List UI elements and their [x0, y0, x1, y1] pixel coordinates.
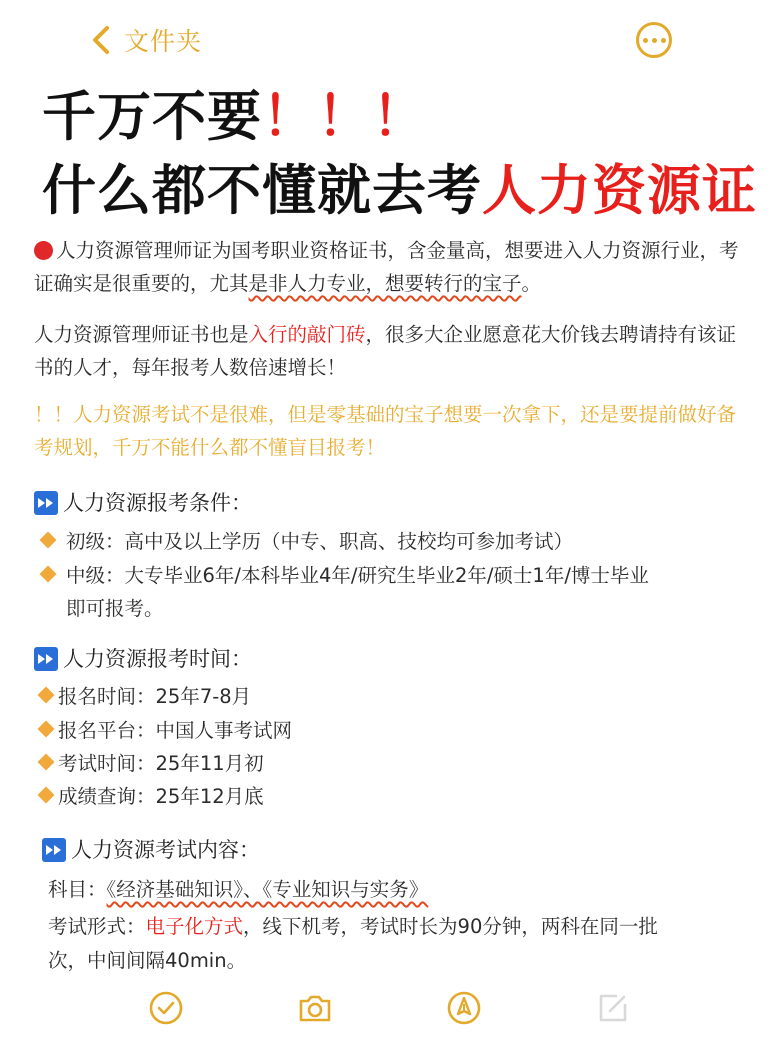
- camera-icon[interactable]: [297, 990, 333, 1026]
- chevron-left-icon: [88, 23, 114, 57]
- format-highlight: 电子化方式: [145, 915, 244, 938]
- intro-paragraph-2: [34, 318, 746, 384]
- pen-icon[interactable]: [446, 990, 482, 1026]
- headline-highlight: 人力资源证: [482, 159, 757, 222]
- content-title: 人力资源考试内容：: [71, 838, 260, 862]
- list-item-continuation: 即可报考。: [66, 597, 164, 620]
- fast-forward-icon: [34, 491, 58, 515]
- list-item: 初级：高中及以上学历（中专、职高、技校均可参加考试）: [42, 525, 573, 558]
- schedule-title: 人力资源报考时间：: [63, 647, 252, 671]
- diamond-bullet-icon: [38, 687, 55, 704]
- diamond-bullet-icon: [38, 787, 55, 804]
- intro-paragraph-3: ！！人力资源考试不是很难，但是零基础的宝子想要一次拿下，还是要提前做好备考规划，千万不能什么都不懂盲目报考！: [34, 403, 737, 459]
- more-button[interactable]: [636, 22, 672, 58]
- diamond-bullet-icon: [38, 754, 55, 771]
- intro-p1-a: 人力资源管理师证为国考职业资格证书，含金量高，想要进入人力资源行业，考证确实是很重要的，尤其: [34, 239, 739, 295]
- intro-p1-wavy: 是非人力专业，想要转行的宝子: [248, 272, 522, 295]
- diamond-bullet-icon: [38, 721, 55, 738]
- bottom-toolbar: [0, 980, 780, 1040]
- list-item: 报名平台：中国人事考试网: [40, 714, 292, 747]
- intro-p2-highlight: 入行的敲门砖: [248, 323, 366, 346]
- intro-paragraph-1: [34, 234, 746, 300]
- list-item: 中级：大专毕业6年/本科毕业4年/研究生毕业2年/硕士1年/博士毕业: [42, 559, 649, 592]
- subjects-line: 科目：《经济基础知识》、《专业知识与实务》: [48, 878, 429, 901]
- conditions-title: 人力资源报考条件：: [63, 491, 252, 515]
- check-circle-icon[interactable]: [148, 990, 184, 1026]
- fast-forward-icon: [42, 838, 66, 862]
- intro-p2-a: 人力资源管理师证书也是: [34, 323, 249, 346]
- headline-text-2: 什么都不懂就去考: [42, 159, 482, 222]
- list-item: 考试时间：25年11月初: [40, 747, 264, 780]
- content-heading: [42, 834, 260, 866]
- edit-icon[interactable]: [595, 990, 631, 1026]
- intro-p1-b: 。: [521, 272, 542, 295]
- list-item: 报名时间：25年7-8月: [40, 680, 251, 713]
- schedule-heading: [34, 643, 252, 675]
- headline-line-1: [42, 84, 762, 150]
- red-dot-icon: [34, 241, 53, 260]
- top-bar: [0, 0, 780, 80]
- format-line: 考试形式：电子化方式，线下机考，考试时长为90分钟，两科在同一批: [48, 915, 658, 938]
- intro-p2-b: ，很多大企业愿意花大价钱去聘请持有该证书的人才，每年报考人数倍速增长！: [34, 323, 737, 379]
- headline-text-1: 千万不要: [42, 85, 262, 148]
- diamond-bullet-icon: [40, 566, 57, 583]
- headline-line-2: [42, 158, 762, 224]
- back-button[interactable]: [88, 22, 202, 58]
- fast-forward-icon: [34, 647, 58, 671]
- list-item: 成绩查询：25年12月底: [40, 780, 264, 813]
- headline-exclamations: ！！！: [262, 85, 427, 148]
- conditions-heading: [34, 487, 252, 519]
- diamond-bullet-icon: [40, 532, 57, 549]
- subjects-wavy: 《经济基础知识》、《专业知识与实务》: [106, 878, 429, 901]
- more-dots-icon: [643, 38, 648, 43]
- format-line-2: 次，中间间隔40min。: [48, 949, 247, 972]
- back-label: 文件夹: [124, 27, 203, 56]
